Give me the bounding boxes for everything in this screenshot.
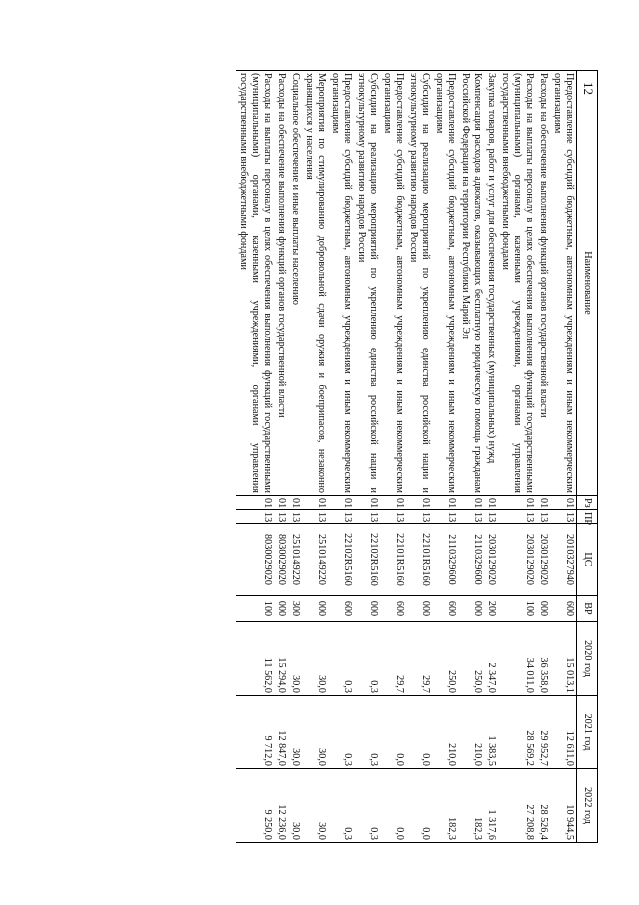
cell-cs: 22102R5160 — [328, 524, 354, 596]
cell-2021: 29 952,7 — [536, 696, 550, 769]
cell-2020: 0,3 — [328, 622, 354, 696]
cell-cs: 2510149220 — [302, 524, 328, 596]
cell-2020: 15 013,1 — [550, 622, 577, 696]
cell-pr: 13 — [498, 510, 536, 524]
cell-2022: 0,0 — [406, 769, 432, 843]
cell-cs: 22101R5160 — [406, 524, 432, 596]
budget-table-container — [86, 70, 598, 842]
cell-cs: 8030029020 — [274, 524, 288, 596]
cell-name: Социальное обеспечение и иные выплаты населению — [288, 71, 302, 496]
cell-cs: 2030129020 — [498, 524, 536, 596]
cell-pr: 13 — [302, 510, 328, 524]
cell-pr: 13 — [328, 510, 354, 524]
cell-2020: 250,0 — [458, 622, 484, 696]
cell-2021: 210,0 — [458, 696, 484, 769]
cell-rz: 01 — [380, 496, 406, 510]
cell-name: Предоставление субсидий бюджетным, автономным учреждениям и иным некоммерческим организациям — [432, 71, 458, 496]
cell-name: Расходы на выплаты персоналу в целях обеспечения выполнения функций государственными (муниципальными) органами, казенными учреждениями, органами управления государственными внебюджетными фондами — [498, 71, 536, 496]
cell-2022: 0,3 — [328, 769, 354, 843]
cell-name: Мероприятия по стимулированию добровольной сдачи оружия и боеприпасов, незаконно хранящихся у населения — [302, 71, 328, 496]
cell-2022: 27 208,8 — [498, 769, 536, 843]
cell-vr: 000 — [536, 596, 550, 622]
header-vr: ВР — [577, 596, 598, 622]
cell-2021: 12 847,0 — [274, 696, 288, 769]
cell-rz: 01 — [274, 496, 288, 510]
cell-2022: 182,3 — [432, 769, 458, 843]
cell-pr: 13 — [354, 510, 380, 524]
cell-pr: 13 — [458, 510, 484, 524]
cell-vr: 000 — [354, 596, 380, 622]
cell-2022: 28 526,4 — [536, 769, 550, 843]
cell-2020: 29,7 — [406, 622, 432, 696]
cell-vr: 200 — [484, 596, 498, 622]
cell-2022: 0,0 — [380, 769, 406, 843]
cell-vr: 600 — [550, 596, 577, 622]
cell-cs: 2510149220 — [288, 524, 302, 596]
header-pr: ПР — [577, 510, 598, 524]
cell-name: Расходы на выплаты персоналу в целях обеспечения выполнения функций государственными (муниципальными) органами, казенными учреждениями, органами управления государственными внебюджетными фондами — [236, 71, 274, 496]
cell-pr: 13 — [432, 510, 458, 524]
table-row — [274, 71, 288, 843]
cell-2022: 9 250,0 — [236, 769, 274, 843]
cell-rz: 01 — [484, 496, 498, 510]
cell-cs: 8030029020 — [236, 524, 274, 596]
cell-cs: 22101R5160 — [380, 524, 406, 596]
cell-2020: 15 294,0 — [274, 622, 288, 696]
table-row — [380, 71, 406, 843]
cell-vr: 000 — [458, 596, 484, 622]
cell-2021: 1 383,5 — [484, 696, 498, 769]
cell-2022: 1 317,6 — [484, 769, 498, 843]
cell-rz: 01 — [236, 496, 274, 510]
cell-2020: 250,0 — [432, 622, 458, 696]
cell-2021: 0,3 — [328, 696, 354, 769]
cell-vr: 600 — [328, 596, 354, 622]
cell-pr: 13 — [380, 510, 406, 524]
cell-rz: 01 — [550, 496, 577, 510]
cell-2021: 0,3 — [354, 696, 380, 769]
page-number: 12 — [581, 82, 596, 95]
cell-pr: 13 — [406, 510, 432, 524]
header-rz: Рз — [577, 496, 598, 510]
table-row — [550, 71, 577, 843]
cell-rz: 01 — [432, 496, 458, 510]
cell-2020: 34 011,0 — [498, 622, 536, 696]
cell-rz: 01 — [328, 496, 354, 510]
table-row — [484, 71, 498, 843]
header-cs: ЦС — [577, 524, 598, 596]
table-row — [432, 71, 458, 843]
table-row — [458, 71, 484, 843]
cell-2021: 0,0 — [406, 696, 432, 769]
table-row — [536, 71, 550, 843]
cell-pr: 13 — [484, 510, 498, 524]
budget-table — [236, 70, 598, 843]
cell-vr: 000 — [274, 596, 288, 622]
cell-rz: 01 — [288, 496, 302, 510]
cell-2020: 30,0 — [302, 622, 328, 696]
cell-2021: 9 712,0 — [236, 696, 274, 769]
cell-2021: 28 569,2 — [498, 696, 536, 769]
cell-cs: 2030129020 — [484, 524, 498, 596]
table-row — [498, 71, 536, 843]
cell-cs: 2010327940 — [550, 524, 577, 596]
table-body — [236, 71, 577, 843]
header-name: Наименование — [577, 71, 598, 496]
cell-2021: 0,0 — [380, 696, 406, 769]
cell-2021: 12 611,0 — [550, 696, 577, 769]
cell-2020: 29,7 — [380, 622, 406, 696]
cell-rz: 01 — [458, 496, 484, 510]
table-row — [406, 71, 432, 843]
cell-vr: 600 — [380, 596, 406, 622]
cell-cs: 2110329600 — [432, 524, 458, 596]
table-row — [354, 71, 380, 843]
cell-2020: 0,3 — [354, 622, 380, 696]
cell-name: Субсидии на реализацию мероприятий по укреплению единства российской нации и этнокультурному развитию народов России — [354, 71, 380, 496]
cell-2021: 30,0 — [302, 696, 328, 769]
cell-2020: 2 347,0 — [484, 622, 498, 696]
cell-2022: 182,3 — [458, 769, 484, 843]
cell-name: Субсидии на реализацию мероприятий по укреплению единства российской нации и этнокультурному развитию народов России — [406, 71, 432, 496]
cell-pr: 13 — [236, 510, 274, 524]
cell-vr: 000 — [302, 596, 328, 622]
cell-vr: 000 — [406, 596, 432, 622]
cell-2021: 210,0 — [432, 696, 458, 769]
cell-rz: 01 — [354, 496, 380, 510]
cell-2022: 12 236,0 — [274, 769, 288, 843]
cell-cs: 22102R5160 — [354, 524, 380, 596]
cell-2022: 10 944,5 — [550, 769, 577, 843]
table-header-row — [577, 71, 598, 843]
cell-name: Предоставление субсидий бюджетным, автономным учреждениям и иным некоммерческим организациям — [380, 71, 406, 496]
cell-pr: 13 — [550, 510, 577, 524]
cell-vr: 600 — [432, 596, 458, 622]
cell-2021: 30,0 — [288, 696, 302, 769]
header-2020: 2020 год — [577, 622, 598, 696]
table-row — [288, 71, 302, 843]
cell-name: Закупка товаров, работ и услуг для обеспечения государственных (муниципальных) нужд — [484, 71, 498, 496]
cell-2020: 11 562,0 — [236, 622, 274, 696]
cell-name: Предоставление субсидий бюджетным, автономным учреждениям и иным некоммерческим организациям — [550, 71, 577, 496]
cell-rz: 01 — [302, 496, 328, 510]
cell-2020: 30,0 — [288, 622, 302, 696]
cell-vr: 100 — [498, 596, 536, 622]
cell-name: Предоставление субсидий бюджетным, автономным учреждениям и иным некоммерческим организациям — [328, 71, 354, 496]
table-row — [328, 71, 354, 843]
table-row — [302, 71, 328, 843]
cell-pr: 13 — [288, 510, 302, 524]
cell-cs: 2030129020 — [536, 524, 550, 596]
cell-rz: 01 — [406, 496, 432, 510]
cell-cs: 2110329600 — [458, 524, 484, 596]
cell-2022: 30,0 — [288, 769, 302, 843]
cell-pr: 13 — [274, 510, 288, 524]
cell-rz: 01 — [498, 496, 536, 510]
table-row — [236, 71, 274, 843]
cell-rz: 01 — [536, 496, 550, 510]
header-2022: 2022 год — [577, 769, 598, 843]
cell-pr: 13 — [536, 510, 550, 524]
cell-name: Компенсация расходов адвокатов, оказывающих бесплатную юридическую помощь гражданам Российской Федерации на территории Республики Марий Эл — [458, 71, 484, 496]
cell-vr: 300 — [288, 596, 302, 622]
cell-name: Расходы на обеспечение выполнения функций органов государственной власти — [536, 71, 550, 496]
cell-2022: 0,3 — [354, 769, 380, 843]
cell-name: Расходы на обеспечение выполнения функций органов государственной власти — [274, 71, 288, 496]
header-2021: 2021 год — [577, 696, 598, 769]
cell-2020: 36 358,0 — [536, 622, 550, 696]
cell-2022: 30,0 — [302, 769, 328, 843]
cell-vr: 100 — [236, 596, 274, 622]
